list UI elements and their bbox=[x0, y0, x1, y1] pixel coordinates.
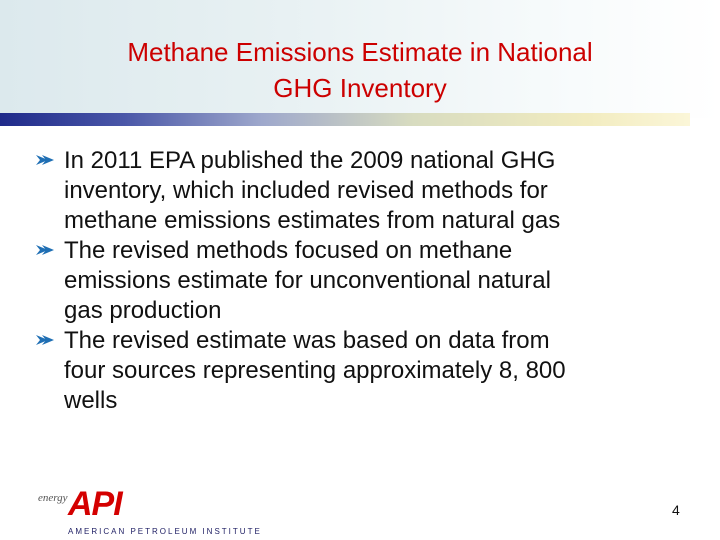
page-number: 4 bbox=[672, 502, 680, 518]
arrow-bullet-icon bbox=[36, 333, 56, 347]
bullet-item bbox=[36, 326, 656, 416]
bullet-list bbox=[36, 146, 656, 416]
title-line-2: GHG Inventory bbox=[273, 73, 447, 103]
api-logo bbox=[38, 484, 262, 540]
bullet-line: The revised estimate was based on data from bbox=[64, 327, 550, 354]
title-divider-bar bbox=[0, 113, 690, 126]
bullet-line: The revised methods focused on methane bbox=[64, 237, 513, 264]
slide-title bbox=[40, 34, 680, 106]
title-line-1: Methane Emissions Estimate in National bbox=[127, 37, 593, 67]
logo-subtitle: AMERICAN PETROLEUM INSTITUTE bbox=[68, 527, 262, 536]
logo-energy-text: energy bbox=[38, 492, 68, 504]
bullet-item bbox=[36, 236, 656, 326]
bullet-line: methane emissions estimates from natural gas bbox=[64, 207, 561, 234]
bullet-item bbox=[36, 146, 656, 236]
bullet-line: inventory, which included revised methods for bbox=[64, 177, 548, 204]
arrow-bullet-icon bbox=[36, 243, 56, 257]
arrow-bullet-icon bbox=[36, 153, 56, 167]
bullet-line: In 2011 EPA published the 2009 national GHG bbox=[64, 147, 556, 174]
bullet-line: gas production bbox=[64, 297, 222, 324]
logo-api-mark: API bbox=[68, 485, 122, 523]
bullet-line: emissions estimate for unconventional natural bbox=[64, 267, 551, 294]
bullet-line: four sources representing approximately 8, 800 bbox=[64, 357, 566, 384]
bullet-line: wells bbox=[64, 387, 118, 414]
